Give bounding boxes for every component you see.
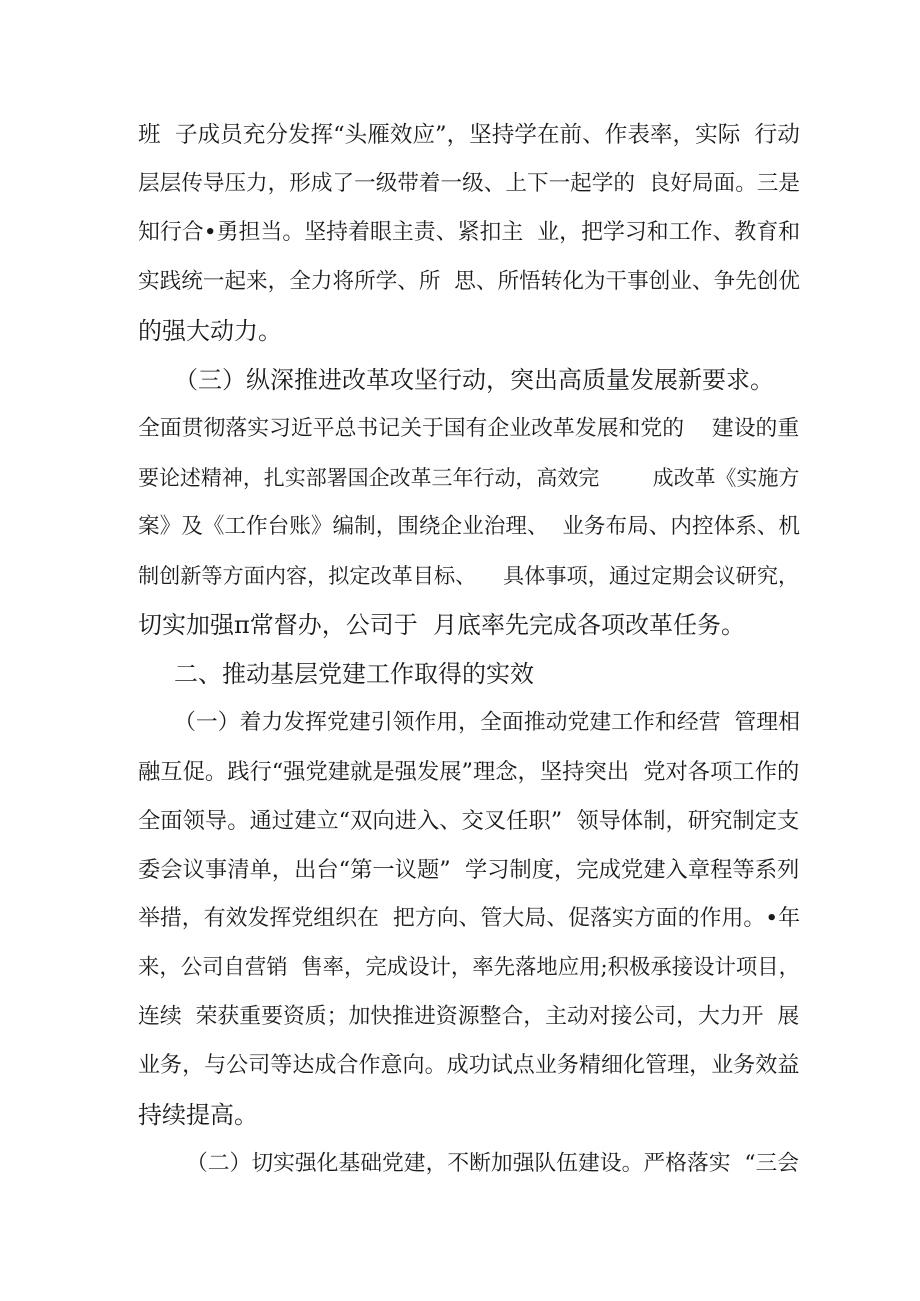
text-line: 实践统一起来，全力将所学、所 思、所悟转化为干事创业、争先创优 (138, 269, 801, 294)
section-heading: （三）纵深推进改革攻坚行动，突出高质量发展新要求。 (174, 366, 774, 394)
text-line: 连续 荣获重要资质；加快推进资源整合，主动对接公司，大力开 展 (138, 1004, 800, 1029)
text-line: 切实加强π常督办，公司于 月底率先完成各项改革任务。 (138, 611, 746, 639)
text-line: 全面领导。通过建立“双向进入、交叉任职” 领导体制，研究制定支 (138, 808, 800, 834)
text-line: 持续提高。 (138, 1101, 258, 1129)
text-line: 委会议事清单，出台“第一议题” 学习制度，完成党建入章程等系列 (138, 857, 800, 883)
text-line: 班 子成员充分发挥“头雁效应”，坚持学在前、作表率，实际 行动 (138, 122, 800, 148)
text-line: 制创新等方面内容，拟定改革目标、 具体事项，通过定期会议研究， (138, 563, 800, 588)
text-line: 知行合•勇担当。坚持着眼主责、紧扣主 业，把学习和工作、教育和 (138, 220, 801, 245)
section-heading: 二、推动基层党建工作取得的实效 (174, 660, 534, 688)
text-line: 业务，与公司等达成合作意向。成功试点业务精细化管理，业务效益 (138, 1053, 800, 1078)
text-line: 全面贯彻落实习近平总书记关于国有企业改革发展和党的 建设的重 (138, 416, 800, 441)
paragraph-first-line: （一）着力发挥党建引领作用，全面推动党建工作和经营 管理相 (174, 710, 800, 735)
text-line: 案》及《工作台账》编制，围绕企业治理、 业务布局、内控体系、机 (138, 514, 801, 539)
text-line: 要论述精神，扎实部署国企改革三年行动，高效完 成改革《实施方 (138, 466, 800, 490)
text-line: 的强大动力。 (138, 317, 282, 345)
text-line: 层层传导压力，形成了一级带着一级、上下一起学的 良好局面。三是 (138, 171, 801, 196)
text-line: 来，公司自营销 售率，完成设计，率先落地应用;积极承接设计项目， (138, 955, 801, 980)
text-line: 融互促。践行“强党建就是强发展”理念，坚持突出 党对各项工作的 (138, 759, 800, 785)
paragraph-first-line: （二）切实强化基础党建，不断加强队伍建设。严格落实 “三会 (186, 1151, 800, 1176)
text-line: 举措，有效发挥党组织在 把方向、管大局、促落实方面的作用。•年 (138, 906, 801, 931)
